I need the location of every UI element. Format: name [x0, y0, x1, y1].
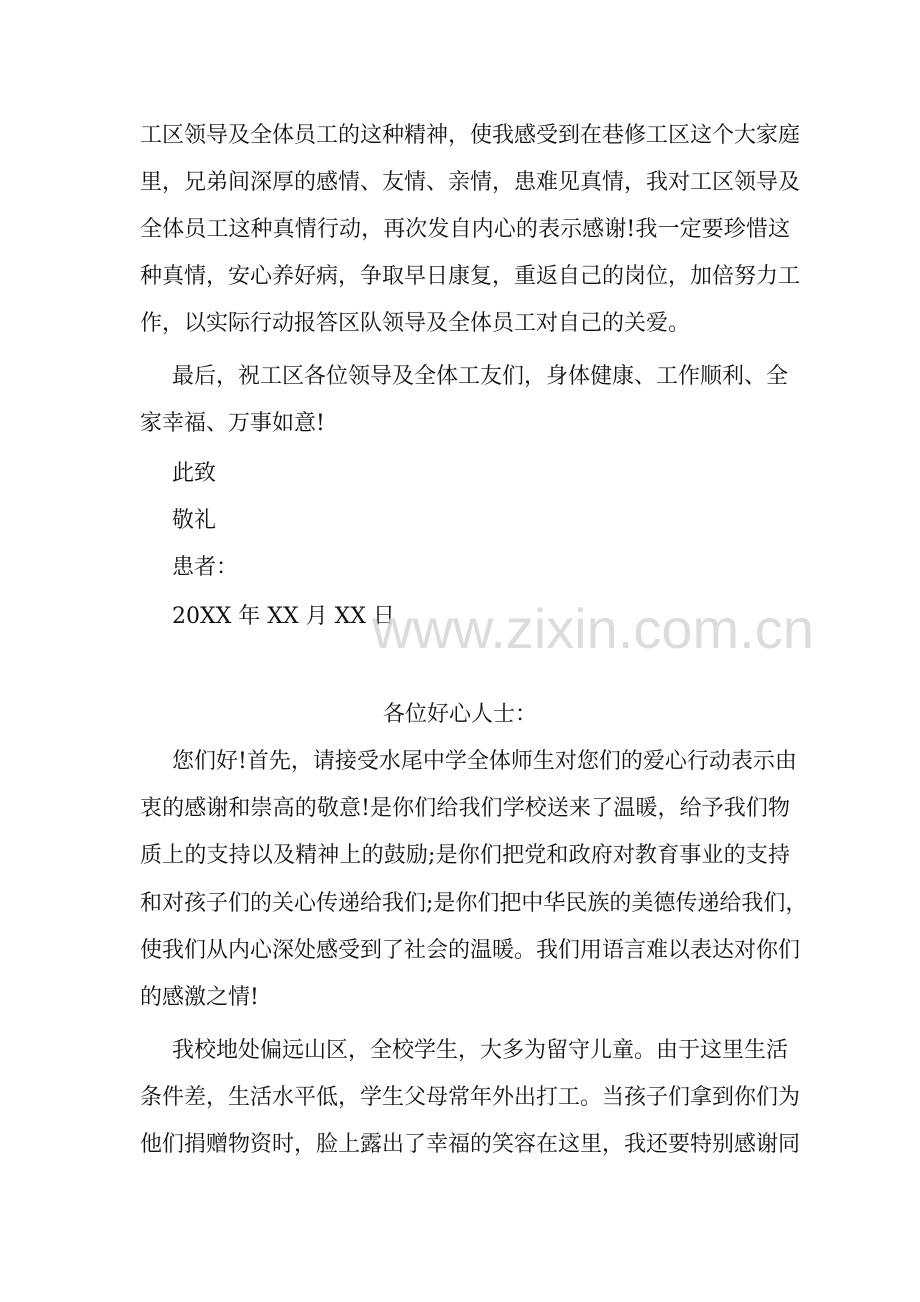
- paragraph-line: 的感激之情!: [140, 985, 259, 1010]
- paragraph-line: 家幸福、万事如意!: [140, 411, 325, 436]
- date-line: 20XX 年 XX 月 XX 日: [172, 604, 395, 629]
- paragraph-line: 衷的感谢和崇高的敬意!是你们给我们学校送来了温暖，给予我们物: [140, 796, 790, 821]
- paragraph-line: 种真情，安心养好病，争取早日康复，重返自己的岗位，加倍努力工: [140, 264, 801, 289]
- closing-line: 敬礼: [172, 508, 217, 533]
- paragraph-line: 作，以实际行动报答区队领导及全体员工对自己的关爱。: [140, 311, 691, 336]
- paragraph-line: 最后，祝工区各位领导及全体工友们，身体健康、工作顺利、全: [172, 364, 789, 389]
- paragraph-line: 全体员工这种真情行动，再次发自内心的表示感谢!我一定要珍惜这: [140, 217, 790, 242]
- watermark-text: www.zixin.com.cn: [372, 597, 814, 660]
- paragraph-line: 他们捐赠物资时，脸上露出了幸福的笑容在这里，我还要特别感谢同: [140, 1132, 801, 1157]
- paragraph-line: 条件差，生活水平低，学生父母常年外出打工。当孩子们拿到你们为: [140, 1085, 801, 1110]
- paragraph-line: 使我们从内心深处感受到了社会的温暖。我们用语言难以表达对你们: [140, 938, 801, 963]
- paragraph-line: 您们好!首先，请接受水尾中学全体师生对您们的爱心行动表示由: [172, 749, 797, 774]
- closing-line: 此致: [172, 461, 217, 486]
- paragraph-line: 里，兄弟间深厚的感情、友情、亲情，患难见真情，我对工区领导及: [140, 170, 801, 195]
- paragraph-line: 工区领导及全体员工的这种精神，使我感受到在巷修工区这个大家庭: [140, 123, 801, 148]
- paragraph-line: 我校地处偏远山区，全校学生，大多为留守儿童。由于这里生活: [172, 1038, 789, 1063]
- paragraph-line: 质上的支持以及精神上的鼓励;是你们把党和政府对教育事业的支持: [140, 843, 790, 868]
- letter-greeting: 各位好心人士：: [382, 702, 537, 727]
- signature-line: 患者：: [172, 555, 239, 580]
- paragraph-line: 和对孩子们的关心传递给我们;是你们把中华民族的美德传递给我们，: [140, 891, 808, 916]
